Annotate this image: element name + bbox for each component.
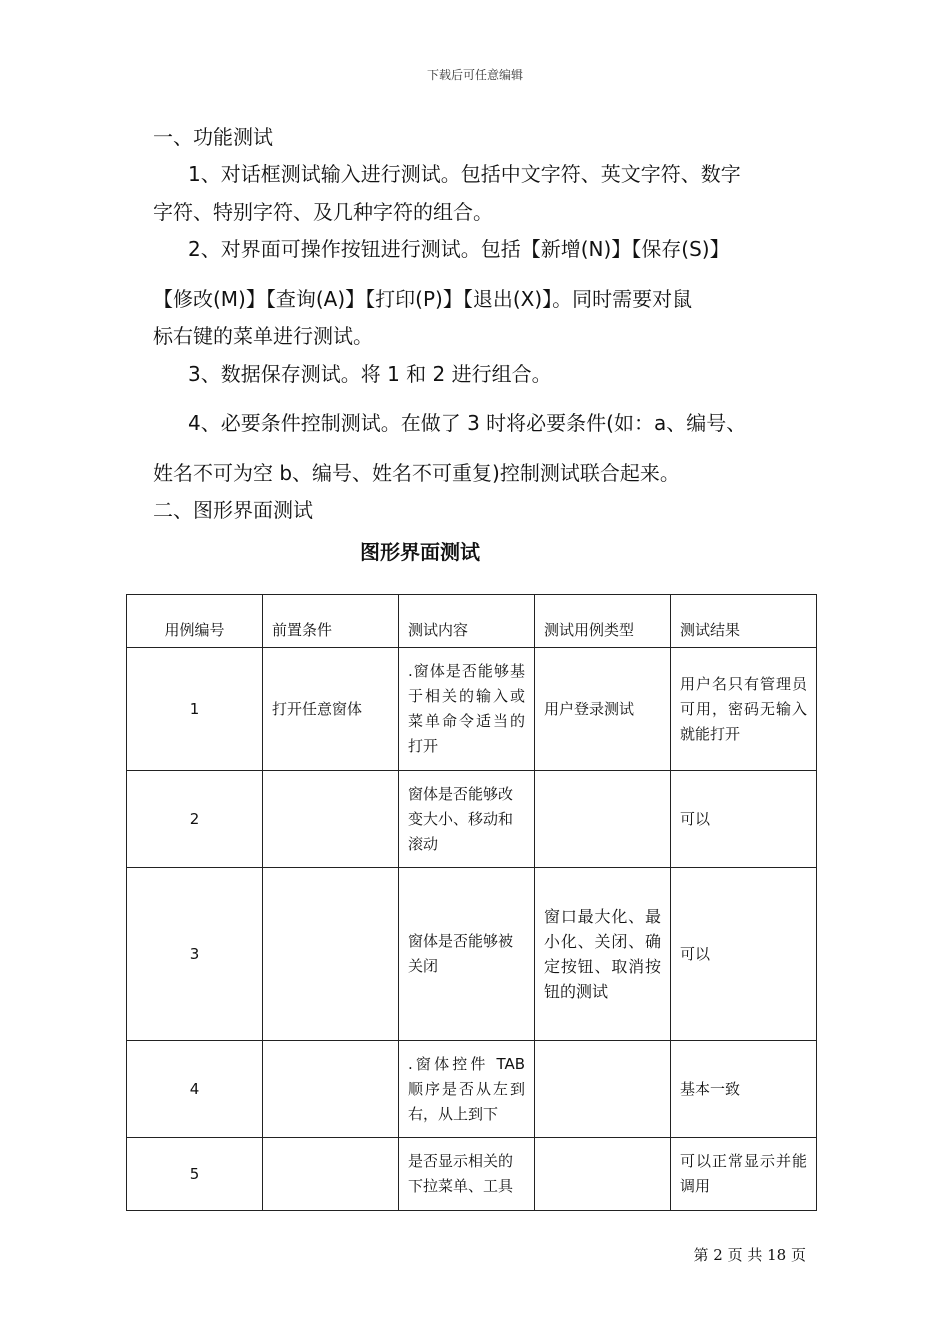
table-cell: 2 — [127, 771, 263, 868]
table-title: 图形界面测试 — [360, 540, 480, 564]
table-row — [127, 1138, 817, 1211]
table-cell: 打开任意窗体 — [263, 648, 399, 771]
table-cell: 用户登录测试 — [535, 648, 671, 771]
header-cell: 测试用例类型 — [535, 595, 671, 648]
test-case-table — [126, 594, 817, 1211]
table-cell — [263, 868, 399, 1041]
table-cell: 可以 — [671, 771, 817, 868]
table-cell: 1 — [127, 648, 263, 771]
table-cell: 5 — [127, 1138, 263, 1211]
table-cell: 可以正常显示并能调用 — [671, 1138, 817, 1211]
page-footer: 第 2 页 共 18 页 — [693, 1246, 806, 1264]
table-cell: 窗体是否能够被关闭 — [399, 868, 535, 1041]
paragraph-line: 2、对界面可操作按钮进行测试。包括【新增(N)】【保存(S)】 — [188, 237, 730, 261]
header-cell: 用例编号 — [127, 595, 263, 648]
paragraph-line: 3、数据保存测试。将 1 和 2 进行组合。 — [188, 362, 552, 386]
paragraph-line: 4、必要条件控制测试。在做了 3 时将必要条件(如：a、编号、 — [188, 411, 747, 435]
table-cell: 用户名只有管理员可用，密码无输入就能打开 — [671, 648, 817, 771]
table-cell: .窗体是否能够基于相关的输入或菜单命令适当的打开 — [399, 648, 535, 771]
header-cell: 测试内容 — [399, 595, 535, 648]
table-cell — [263, 1138, 399, 1211]
table-cell — [535, 1138, 671, 1211]
table-cell: 是否显示相关的下拉菜单、工具 — [399, 1138, 535, 1211]
section-heading-2: 二、图形界面测试 — [153, 498, 313, 522]
table-cell: 3 — [127, 868, 263, 1041]
table-cell — [535, 771, 671, 868]
paragraph-line: 姓名不可为空 b、编号、姓名不可重复)控制测试联合起来。 — [153, 461, 680, 485]
header-cell: 前置条件 — [263, 595, 399, 648]
header-cell: 测试结果 — [671, 595, 817, 648]
table-cell: 基本一致 — [671, 1041, 817, 1138]
table-cell: 窗体是否能够改变大小、移动和滚动 — [399, 771, 535, 868]
table-row — [127, 771, 817, 868]
page-header: 下载后可任意编辑 — [426, 68, 523, 82]
table-cell — [263, 1041, 399, 1138]
table-cell: 可以 — [671, 868, 817, 1041]
paragraph-line: 标右键的菜单进行测试。 — [153, 324, 373, 348]
table-row — [127, 868, 817, 1041]
section-heading-1: 一、功能测试 — [153, 125, 273, 149]
table-cell: 窗口最大化、最小化、关闭、确定按钮、取消按钮的测试 — [535, 868, 671, 1041]
table-cell: 4 — [127, 1041, 263, 1138]
table-row — [127, 648, 817, 771]
paragraph-line: 字符、特别字符、及几种字符的组合。 — [153, 200, 493, 224]
table-cell — [535, 1041, 671, 1138]
paragraph-line: 【修改(M)】【查询(A)】【打印(P)】【退出(X)】。同时需要对鼠 — [153, 287, 693, 311]
table-header-row — [127, 595, 817, 648]
table-cell — [263, 771, 399, 868]
table-row — [127, 1041, 817, 1138]
paragraph-line: 1、对话框测试输入进行测试。包括中文字符、英文字符、数字 — [188, 162, 741, 186]
table-cell: .窗体控件 TAB 顺序是否从左到右，从上到下 — [399, 1041, 535, 1138]
